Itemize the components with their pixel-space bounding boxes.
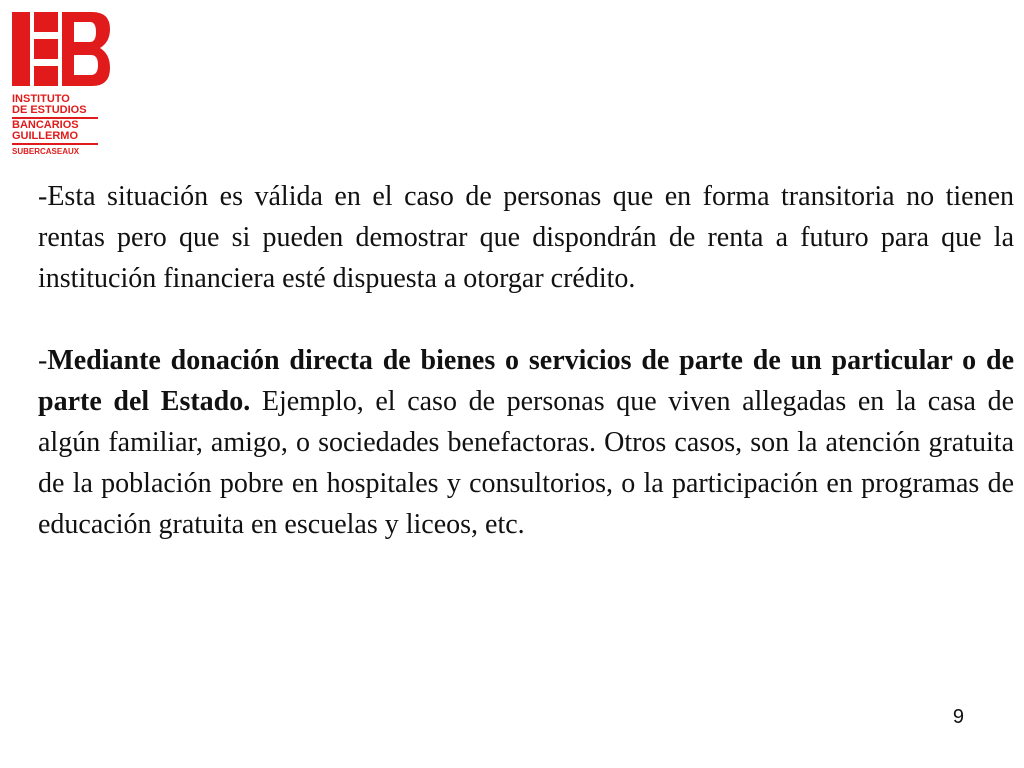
logo-line-instituto: INSTITUTO (12, 93, 70, 105)
logo-mark-left-bar (12, 12, 30, 86)
logo-line-subercaseaux: SUBERCASEAUX (12, 147, 80, 156)
logo-mark-middle-block (34, 39, 58, 59)
paragraph-bold-lead: Mediante donación directa de bienes o servicios de parte de un particular o de parte del Estado. (38, 345, 1014, 417)
logo-mark-bottom-block (34, 66, 58, 86)
logo-line-guillermo: GUILLERMO (12, 130, 78, 142)
logo-mark-b-shape (62, 12, 110, 86)
logo-line-de-estudios: DE ESTUDIOS (12, 104, 87, 116)
logo-line-bancarios: BANCARIOS (12, 119, 79, 131)
logo-divider (12, 143, 98, 145)
institute-logo (12, 12, 112, 160)
page-number: 9 (952, 706, 964, 728)
ieb-logo-mark (12, 12, 110, 86)
paragraph-direct-donation (38, 340, 1014, 545)
logo-mark-top-block (34, 12, 58, 32)
logo-wordmark (12, 94, 112, 157)
paragraph-income-situation: -Esta situación es válida en el caso de personas que en forma transitoria no tienen rentas pero que si pueden demostrar que dispondrán de renta a futuro para que la institución financiera esté dispuesta a otorgar crédito. (38, 181, 1014, 294)
paragraph-body: Ejemplo, el caso de personas que viven allegadas en la casa de algún familiar, amigo, o sociedades benefactoras. Otros casos, son la atención gratuita de la población pobre en hospitales y consultorios, o la participación en programas de educación gratuita en escuelas y liceos, etc. (38, 386, 1014, 540)
paragraph-prefix: - (38, 345, 48, 376)
slide-body (38, 176, 1014, 545)
